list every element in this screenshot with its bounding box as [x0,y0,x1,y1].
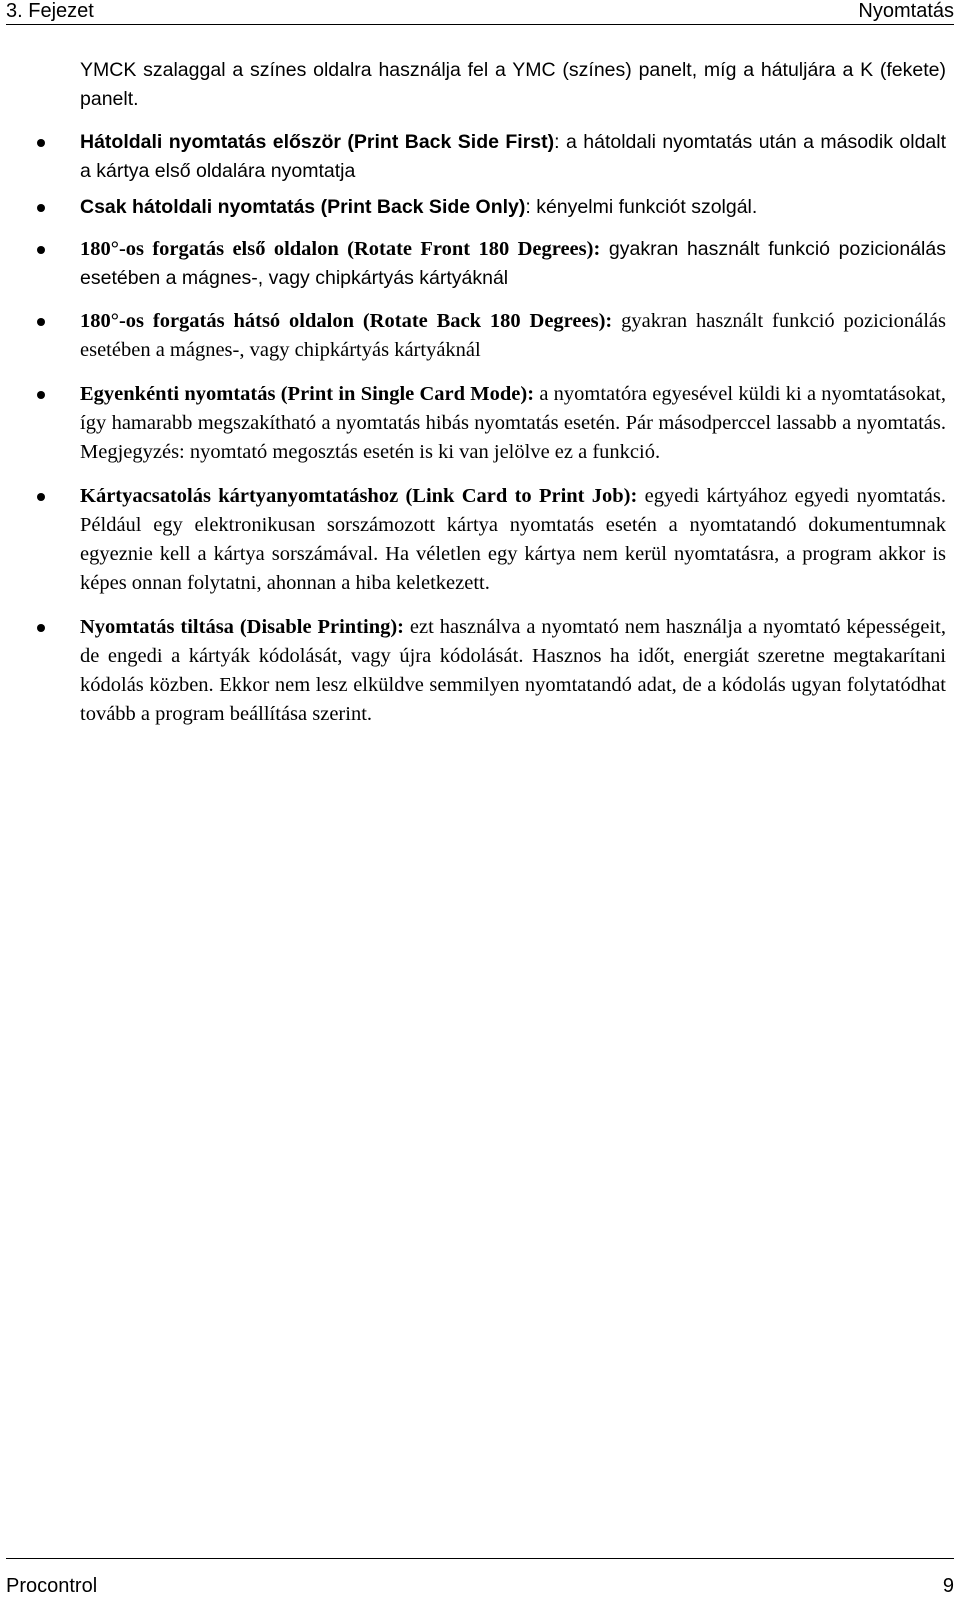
option-term: 180°-os forgatás hátsó oldalon (Rotate Back 180 Degrees): [80,310,613,332]
list-item [0,193,946,222]
list-item [0,482,946,598]
page-number: 9 [942,1575,954,1597]
section-label: Nyomtatás [858,0,954,22]
option-description: : kényelmi funkciót szolgál. [525,196,758,218]
list-item [0,380,946,467]
option-description: gyakran használt funkció pozicionálás esetében a mágnes-, vagy chipkártyás kártyáknál [80,310,946,361]
bullet-icon [37,204,45,212]
page-header [6,0,954,25]
option-term: Nyomtatás tiltása (Disable Printing): [80,616,405,638]
option-description: gyakran használt funkció pozicionálás esetében a mágnes-, vagy chipkártyás kártyáknál [80,238,946,289]
option-term: Kártyacsatolás kártyanyomtatáshoz (Link Card to Print Job): [80,485,638,507]
list-item [0,613,946,729]
option-term: 180°-os forgatás első oldalon (Rotate Front 180 Degrees): [80,238,601,260]
option-description: : a hátoldali nyomtatás után a második oldalt a kártya első oldalára nyomtatja [80,131,947,182]
bullet-icon [37,493,45,501]
bullet-icon [37,139,45,147]
bullet-icon [37,391,45,399]
chapter-label: 3. Fejezet [6,0,94,22]
option-description: ezt használva a nyomtató nem használja a nyomtató képességeit, de engedi a kártyák kódolását, vagy újra kódolását. Hasznos ha időt, energiát szeretne megtakarítani kódolás közben. Ekkor nem lesz elküldve semmilyen nyomtatandó adat, de a kódolás ugyan folytatódhat tovább a program beállítása szerint. [80,616,946,725]
option-term: Egyenkénti nyomtatás (Print in Single Card Mode): [80,383,535,405]
option-description: a nyomtatóra egyesével küldi ki a nyomtatásokat, így hamarabb megszakítható a nyomtatás hibás nyomtatás esetén. Pár másodperccel lassabb a nyomtatás. Megjegyzés: nyomtató megosztás esetén is ki van jelölve ez a funkció. [80,383,946,463]
page-footer [6,1558,954,1598]
option-list [0,128,946,729]
option-description: egyedi kártyához egyedi nyomtatás. Például egy elektronikusan sorszámozott kártya nyomtatás esetén a nyomtatandó dokumentumnak egyeznie kell a kártya sorszámával. Ha véletlen egy kártya nem kerül nyomtatásra, a program akkor is képes onnan folytatni, ahonnan a hiba keletkezett. [80,485,946,594]
list-item [0,307,946,365]
option-term: Hátoldali nyomtatás először (Print Back Side First) [80,131,555,153]
bullet-icon [37,318,45,326]
list-item [0,235,946,293]
list-item [0,128,946,186]
bullet-icon [37,246,45,254]
bullet-icon [37,624,45,632]
company-name: Procontrol [6,1575,98,1597]
intro-paragraph: YMCK szalaggal a színes oldalra használja fel a YMC (színes) panelt, míg a hátuljára a K (fekete) panelt. [80,59,946,110]
option-term: Csak hátoldali nyomtatás (Print Back Side Only) [80,196,526,218]
